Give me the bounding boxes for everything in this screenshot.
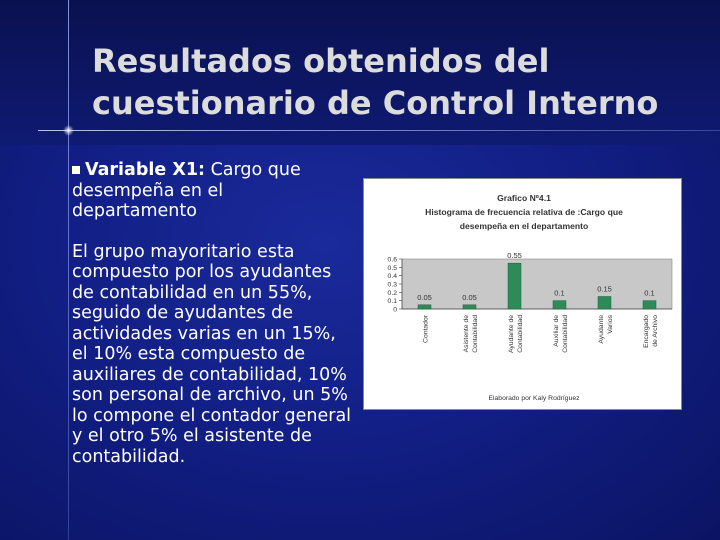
bar bbox=[643, 301, 656, 309]
plot-area bbox=[402, 259, 672, 309]
category-label: Contabilidad bbox=[472, 315, 479, 353]
variable-label: Variable X1: bbox=[85, 160, 205, 180]
bar bbox=[418, 305, 431, 309]
category-label: Ayudante de bbox=[508, 315, 515, 354]
variable-description: Cargo que desempeña en el departamento bbox=[72, 160, 301, 221]
chart-footer: Elaborado por Kaly Rodríguez bbox=[488, 395, 580, 402]
data-label: 0.55 bbox=[507, 251, 522, 261]
slide-body bbox=[72, 160, 352, 467]
bar bbox=[508, 263, 521, 309]
chart-image bbox=[363, 178, 682, 410]
category-label: Auxiliar de bbox=[553, 315, 560, 347]
category-label: Contabilidad bbox=[517, 315, 524, 353]
category-label: Encargado bbox=[643, 315, 650, 348]
category-label: Varios bbox=[607, 315, 614, 334]
result-paragraph: El grupo mayoritario esta compuesto por los ayudantes de contabilidad en un 55%, seguido de ayudantes de actividades varias en un 15%, el 10% esta compuesto de auxiliares de contabilidad, 10% son personal de archivo, un 5% lo compone el contador general y el otro 5% el asistente de contabilidad. bbox=[72, 241, 352, 467]
y-tick-label: 0.3 bbox=[387, 281, 397, 289]
category-label: Ayudante bbox=[598, 315, 605, 344]
y-tick-label: 0.5 bbox=[387, 264, 397, 272]
y-tick-label: 0 bbox=[393, 306, 397, 314]
data-label: 0.15 bbox=[597, 284, 612, 294]
decor-sparkle bbox=[63, 125, 74, 136]
y-tick-label: 0.1 bbox=[387, 298, 397, 306]
bar bbox=[553, 301, 566, 309]
category-label: Contador bbox=[422, 315, 430, 343]
y-tick-label: 0.2 bbox=[387, 289, 397, 297]
data-label: 0.05 bbox=[462, 292, 477, 302]
data-label: 0.05 bbox=[417, 292, 432, 302]
bar bbox=[463, 305, 476, 309]
slide-title: Resultados obtenidos del cuestionario de Control Interno bbox=[92, 42, 659, 122]
bar-chart bbox=[364, 179, 681, 409]
decor-horizontal-line bbox=[38, 130, 720, 131]
bar bbox=[598, 297, 611, 310]
data-label: 0.1 bbox=[644, 288, 655, 298]
y-tick-label: 0.4 bbox=[387, 273, 397, 281]
bullet-square-icon bbox=[72, 166, 80, 174]
category-label: Asistente de bbox=[463, 315, 470, 353]
data-label: 0.1 bbox=[554, 288, 565, 298]
chart-title-line: Grafico Nº4.1 bbox=[497, 193, 551, 203]
category-label: de Archivo bbox=[652, 315, 659, 347]
decor-vertical-line bbox=[68, 0, 69, 540]
y-tick-label: 0.6 bbox=[387, 256, 397, 264]
chart-title-line: Histograma de frecuencia relativa de :Cargo que bbox=[425, 207, 623, 217]
category-label: Contabilidad bbox=[562, 315, 569, 353]
bullet-variable bbox=[72, 160, 352, 222]
chart-title-line: desempeña en el departamento bbox=[459, 221, 589, 231]
